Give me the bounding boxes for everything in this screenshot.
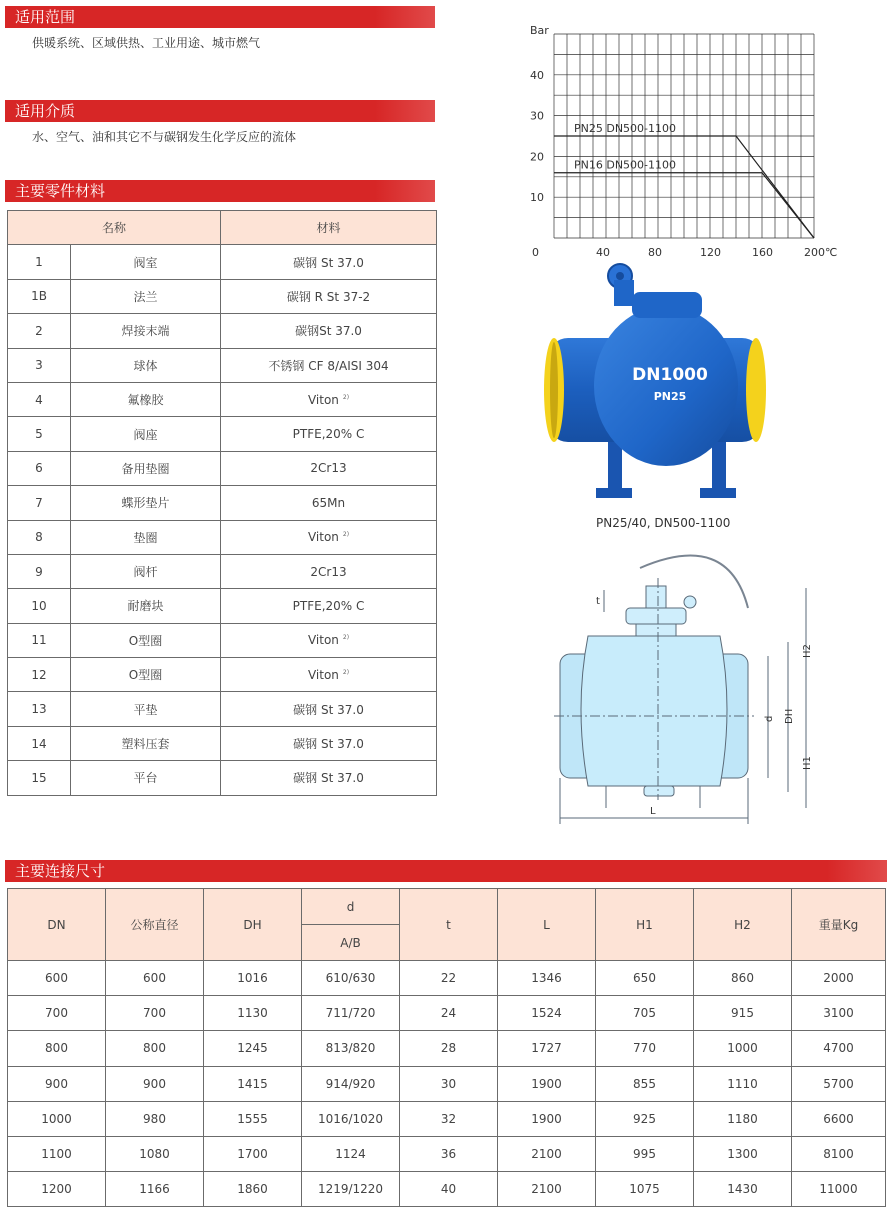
- cell-d-ab: 813/820: [302, 1031, 400, 1066]
- part-material: [221, 348, 437, 382]
- cell-nominal-diameter: 1166: [106, 1172, 204, 1207]
- chart-svg: [520, 18, 860, 259]
- cell-h2: 860: [694, 961, 792, 996]
- table-row: [8, 589, 437, 623]
- part-name: 耐磨块: [71, 589, 221, 623]
- footnote-mark: 2): [342, 668, 350, 676]
- cell-t: 22: [400, 961, 498, 996]
- table-row: [8, 417, 437, 451]
- table-row: [8, 1066, 886, 1101]
- material-text: PTFE,20% C: [292, 427, 365, 442]
- label-h1: H1: [802, 756, 813, 770]
- material-text: 2Cr13: [310, 564, 347, 579]
- cell-t: 30: [400, 1066, 498, 1101]
- section-title: 主要零件材料: [15, 182, 106, 200]
- leg-right: [712, 442, 726, 494]
- part-material: [221, 245, 437, 279]
- cell-d-ab: 914/920: [302, 1066, 400, 1101]
- table-row: [8, 554, 437, 588]
- table-row: [8, 245, 437, 279]
- header-h2: H2: [694, 889, 792, 961]
- section-header-medium: [5, 100, 435, 122]
- section-header-materials: [5, 180, 435, 202]
- material-text: 2Cr13: [310, 461, 347, 476]
- part-name: 阀室: [71, 245, 221, 279]
- header-d-sub: A/B: [302, 925, 400, 961]
- cell-h1: 650: [596, 961, 694, 996]
- table-row: [8, 692, 437, 726]
- table-row: [8, 1136, 886, 1171]
- part-material: [221, 726, 437, 760]
- part-number: 3: [8, 348, 71, 382]
- drawing-svg: [548, 538, 838, 828]
- header-d: d: [302, 889, 400, 925]
- material-text: Viton: [307, 392, 339, 407]
- valve-photo-svg: [540, 262, 770, 512]
- cell-weight: 4700: [792, 1031, 886, 1066]
- part-material: [221, 279, 437, 313]
- table-row: [8, 382, 437, 416]
- connection-dimensions-table: [7, 888, 886, 1207]
- cell-dn: 800: [8, 1031, 106, 1066]
- part-material: [221, 417, 437, 451]
- header-l: L: [498, 889, 596, 961]
- header-t: t: [400, 889, 498, 961]
- gearbox: [632, 292, 702, 318]
- part-material: [221, 589, 437, 623]
- material-text: 碳钢 St 37.0: [293, 255, 364, 270]
- cell-h1: 855: [596, 1066, 694, 1101]
- part-name: 备用垫圈: [71, 451, 221, 485]
- material-text: 碳钢 St 37.0: [293, 737, 364, 752]
- part-material: [221, 382, 437, 416]
- table-row: [8, 761, 437, 795]
- material-text: 65Mn: [311, 495, 346, 510]
- table-row: [8, 314, 437, 348]
- part-name: O型圈: [71, 623, 221, 657]
- cell-nominal-diameter: 600: [106, 961, 204, 996]
- part-number: 14: [8, 726, 71, 760]
- part-material: [221, 761, 437, 795]
- part-material: [221, 623, 437, 657]
- table-row: [8, 996, 886, 1031]
- label-d: d: [764, 715, 775, 722]
- cell-h2: 1110: [694, 1066, 792, 1101]
- stamp-main: DN1000: [632, 365, 708, 385]
- part-number: 1: [8, 245, 71, 279]
- cell-weight: 2000: [792, 961, 886, 996]
- cell-dh: 1700: [204, 1136, 302, 1171]
- cell-h1: 995: [596, 1136, 694, 1171]
- cell-dh: 1245: [204, 1031, 302, 1066]
- part-number: 15: [8, 761, 71, 795]
- cell-d-ab: 1219/1220: [302, 1172, 400, 1207]
- part-number: 6: [8, 451, 71, 485]
- part-number: 10: [8, 589, 71, 623]
- part-number: 7: [8, 486, 71, 520]
- cell-dn: 1000: [8, 1101, 106, 1136]
- cell-t: 24: [400, 996, 498, 1031]
- cell-t: 28: [400, 1031, 498, 1066]
- x-tick-label: 160: [752, 246, 773, 259]
- table-row: [8, 279, 437, 313]
- header-nominal: 公称直径: [106, 889, 204, 961]
- series-label: PN16 DN500-1100: [574, 158, 677, 172]
- header-dn: DN: [8, 889, 106, 961]
- y-tick-label: 20: [530, 150, 544, 164]
- part-name: O型圈: [71, 658, 221, 692]
- material-text: 不锈钢 CF 8/AISI 304: [268, 358, 389, 373]
- header-weight: 重量Kg: [792, 889, 886, 961]
- label-dh: DH: [784, 708, 795, 724]
- part-number: 11: [8, 623, 71, 657]
- cell-d-ab: 610/630: [302, 961, 400, 996]
- cell-nominal-diameter: 980: [106, 1101, 204, 1136]
- cell-weight: 11000: [792, 1172, 886, 1207]
- part-name: 平台: [71, 761, 221, 795]
- cell-nominal-diameter: 800: [106, 1031, 204, 1066]
- section-title: 适用介质: [15, 102, 76, 120]
- table-row: [8, 520, 437, 554]
- valve-photo: [540, 262, 770, 512]
- cell-nominal-diameter: 1080: [106, 1136, 204, 1171]
- footnote-mark: 2): [342, 634, 350, 642]
- series-label: PN25 DN500-1100: [574, 122, 677, 135]
- section-title: 适用范围: [15, 8, 76, 26]
- cell-t: 40: [400, 1172, 498, 1207]
- cell-h2: 1300: [694, 1136, 792, 1171]
- part-number: 2: [8, 314, 71, 348]
- parts-material-table: [7, 210, 437, 796]
- label-h2: H2: [802, 644, 813, 658]
- material-text: Viton: [307, 633, 339, 648]
- part-number: 12: [8, 658, 71, 692]
- part-material: [221, 314, 437, 348]
- cell-weight: 6600: [792, 1101, 886, 1136]
- footnote-mark: 2): [342, 531, 350, 539]
- part-number: 1B: [8, 279, 71, 313]
- section-header-dimensions: [5, 860, 887, 882]
- cell-l: 1900: [498, 1101, 596, 1136]
- table-row: [8, 623, 437, 657]
- table-row: [8, 658, 437, 692]
- valve-body: [594, 306, 738, 466]
- part-material: [221, 658, 437, 692]
- cell-dh: 1415: [204, 1066, 302, 1101]
- x-tick-label: 80: [648, 246, 662, 259]
- cell-l: 1900: [498, 1066, 596, 1101]
- cell-l: 2100: [498, 1136, 596, 1171]
- material-text: 碳钢 R St 37-2: [286, 289, 371, 304]
- end-ring-right: [746, 338, 766, 442]
- part-material: [221, 692, 437, 726]
- part-number: 5: [8, 417, 71, 451]
- section-title: 主要连接尺寸: [15, 862, 106, 880]
- part-name: 球体: [71, 348, 221, 382]
- cell-h1: 1075: [596, 1172, 694, 1207]
- medium-text: 水、空气、油和其它不与碳钢发生化学反应的流体: [32, 130, 297, 144]
- footnote-mark: 2): [342, 393, 350, 401]
- table-row: [8, 726, 437, 760]
- photo-caption: PN25/40, DN500-1100: [596, 516, 731, 530]
- table-row: [8, 1031, 886, 1066]
- cell-h1: 925: [596, 1101, 694, 1136]
- header-h1: H1: [596, 889, 694, 961]
- cell-dh: 1016: [204, 961, 302, 996]
- table-row: [8, 348, 437, 382]
- cell-l: 2100: [498, 1172, 596, 1207]
- part-name: 焊接末端: [71, 314, 221, 348]
- material-text: 碳钢 St 37.0: [293, 702, 364, 717]
- x-tick-label: 120: [700, 246, 721, 259]
- part-material: [221, 554, 437, 588]
- material-text: 碳钢St 37.0: [295, 324, 362, 339]
- part-material: [221, 520, 437, 554]
- cell-d-ab: 711/720: [302, 996, 400, 1031]
- x-tick-label: 200℃: [804, 246, 838, 259]
- cell-dh: 1130: [204, 996, 302, 1031]
- stamp-sub: PN25: [653, 390, 687, 403]
- part-number: 13: [8, 692, 71, 726]
- cell-t: 32: [400, 1101, 498, 1136]
- cell-h1: 705: [596, 996, 694, 1031]
- gearbox-outline: [626, 608, 686, 624]
- y-tick-label: 40: [530, 68, 544, 82]
- cell-l: 1346: [498, 961, 596, 996]
- x-tick-label: 40: [596, 246, 610, 259]
- header-dh: DH: [204, 889, 302, 961]
- table-row: [8, 1101, 886, 1136]
- label-l: L: [650, 806, 656, 817]
- y-tick-label: 30: [530, 109, 544, 123]
- cell-h2: 915: [694, 996, 792, 1031]
- cell-dh: 1555: [204, 1101, 302, 1136]
- cell-dn: 700: [8, 996, 106, 1031]
- cell-dh: 1860: [204, 1172, 302, 1207]
- label-t: t: [596, 596, 600, 607]
- part-number: 9: [8, 554, 71, 588]
- cell-h2: 1000: [694, 1031, 792, 1066]
- header-name: 名称: [8, 211, 221, 245]
- application-text: 供暖系统、区域供热、工业用途、城市燃气: [32, 36, 261, 50]
- cell-h2: 1180: [694, 1101, 792, 1136]
- part-number: 4: [8, 382, 71, 416]
- material-text: PTFE,20% C: [292, 598, 365, 613]
- cell-nominal-diameter: 900: [106, 1066, 204, 1101]
- cell-h2: 1430: [694, 1172, 792, 1207]
- part-material: [221, 451, 437, 485]
- material-text: Viton: [307, 530, 339, 545]
- cell-d-ab: 1016/1020: [302, 1101, 400, 1136]
- cell-weight: 8100: [792, 1136, 886, 1171]
- part-name: 氟橡胶: [71, 382, 221, 416]
- part-number: 8: [8, 520, 71, 554]
- header-material: 材料: [221, 211, 437, 245]
- cell-l: 1524: [498, 996, 596, 1031]
- cell-h1: 770: [596, 1031, 694, 1066]
- part-name: 阀杆: [71, 554, 221, 588]
- table-row: [8, 451, 437, 485]
- y-tick-label: 10: [530, 191, 544, 205]
- table-row: [8, 486, 437, 520]
- cell-l: 1727: [498, 1031, 596, 1066]
- part-name: 塑料压套: [71, 726, 221, 760]
- cell-nominal-diameter: 700: [106, 996, 204, 1031]
- material-text: Viton: [307, 667, 339, 682]
- part-name: 平垫: [71, 692, 221, 726]
- y-axis-label: Bar: [530, 24, 549, 37]
- part-material: [221, 486, 437, 520]
- part-name: 蝶形垫片: [71, 486, 221, 520]
- x-tick-label: 0: [532, 246, 539, 259]
- cell-t: 36: [400, 1136, 498, 1171]
- part-name: 垫圈: [71, 520, 221, 554]
- cell-d-ab: 1124: [302, 1136, 400, 1171]
- material-text: 碳钢 St 37.0: [293, 771, 364, 786]
- cell-dn: 1100: [8, 1136, 106, 1171]
- cell-dn: 900: [8, 1066, 106, 1101]
- cell-weight: 5700: [792, 1066, 886, 1101]
- table-row: [8, 961, 886, 996]
- leg-left: [608, 442, 622, 494]
- pressure-temperature-chart: [520, 18, 860, 259]
- table-row: [8, 1172, 886, 1207]
- dimension-drawing: [548, 538, 838, 828]
- section-header-application: [5, 6, 435, 28]
- part-name: 法兰: [71, 279, 221, 313]
- part-name: 阀座: [71, 417, 221, 451]
- cell-dn: 600: [8, 961, 106, 996]
- cell-dn: 1200: [8, 1172, 106, 1207]
- cell-weight: 3100: [792, 996, 886, 1031]
- body-outline: [581, 636, 727, 786]
